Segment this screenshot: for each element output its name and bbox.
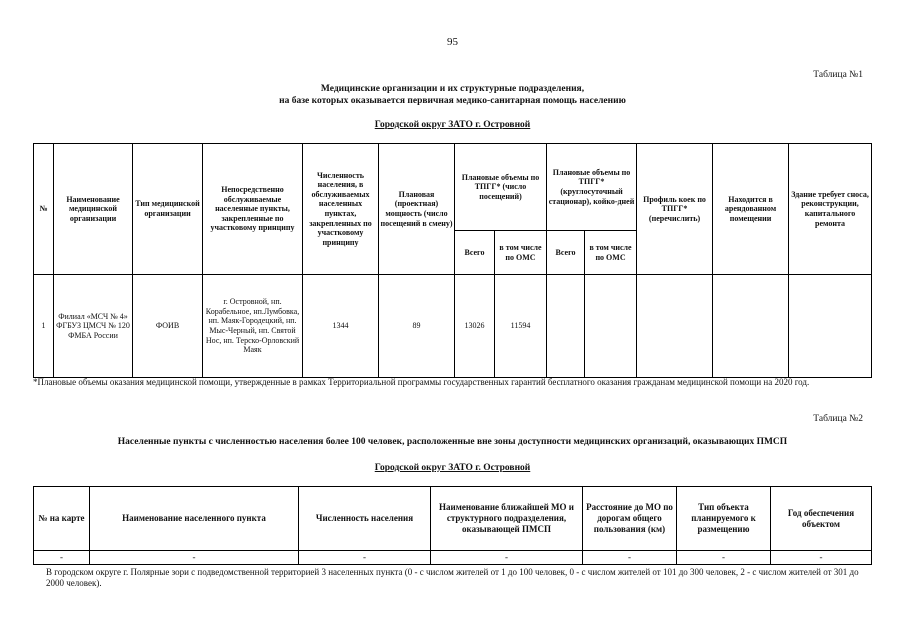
settlements-table [33, 486, 872, 565]
header-distance: Расстояние до МО по дорогам общего пользования (км) [583, 487, 677, 551]
cell-visits-total: 13026 [455, 275, 495, 378]
header-population: Численность населения, в обслуживаемых населенных пунктах, закрепленных по участковому принципу [303, 144, 379, 275]
cell-population: 1344 [303, 275, 379, 378]
header-settlement-name: Наименование населенного пункта [90, 487, 299, 551]
header-planned-visits: Плановые объемы по ТПГГ* (число посещений) [455, 144, 547, 231]
table2-subtitle: Городской округ ЗАТО г. Островной [374, 463, 531, 473]
header-hospital-total: Всего [547, 231, 585, 275]
header-rented: Находится в арендованном помещении [713, 144, 789, 275]
header-visits-oms: в том числе по ОМС [495, 231, 547, 275]
cell-object-type: - [677, 551, 771, 565]
cell-visits-oms: 11594 [495, 275, 547, 378]
header-capacity: Плановая (проектная) мощность (число посещений в смену) [379, 144, 455, 275]
cell-settlements: г. Островной, нп. Корабельное, нп.Лумбовка, нп. Маяк-Городецкий, нп. Мыс-Черный, нп. Святой Нос, нп. Терско-Орловский Маяк [203, 275, 303, 378]
header-settlements: Непосредственно обслуживаемые населенные пункты, закрепленные по участковому принципу [203, 144, 303, 275]
page-number: 95 [447, 36, 458, 48]
header-nearest-org: Наименование ближайшей МО и структурного подразделения, оказывающей ПМСП [431, 487, 583, 551]
cell-org-type: ФОИВ [133, 275, 203, 378]
header-year: Год обеспечения объектом [771, 487, 872, 551]
table-row [34, 275, 872, 378]
header-bed-profile: Профиль коек по ТПГГ* (перечислить) [637, 144, 713, 275]
table2-note: В городском округе г. Полярные зори с подведомственной территорией 3 населенных пункта (0 - с числом жителей от 1 до 100 человек, 0 - с числом жителей от 101 до 300 человек, 2 - с числом жителей от 301 до 2000 человек). [46, 567, 859, 588]
header-org-name: Наименование медицинской организации [54, 144, 133, 275]
cell-population: - [299, 551, 431, 565]
cell-year: - [771, 551, 872, 565]
table-row [34, 551, 872, 565]
table2-title: Населенные пункты с численностью населения более 100 человек, расположенные вне зоны доступности медицинских организаций, оказывающих ПМСП [117, 437, 788, 447]
header-population: Численность населения [299, 487, 431, 551]
cell-building-state [789, 275, 872, 378]
header-planned-hospital: Плановые объемы по ТПГГ* (круглосуточный стационар), койко-дней [547, 144, 637, 231]
cell-bed-profile [637, 275, 713, 378]
table1-label: Таблица №1 [813, 70, 863, 80]
table1-footnote: *Плановые объемы оказания медицинской помощи, утвержденные в рамках Территориальной программы государственных гарантий бесплатного оказания гражданам медицинской помощи на 2020 год. [33, 377, 810, 387]
cell-num: 1 [34, 275, 54, 378]
table2-label: Таблица №2 [813, 414, 863, 424]
header-building-state: Здание требует сноса, реконструкции, капитального ремонта [789, 144, 872, 275]
cell-capacity: 89 [379, 275, 455, 378]
cell-org-name: Филиал «МСЧ № 4» ФГБУЗ ЦМСЧ № 120 ФМБА России [54, 275, 133, 378]
cell-distance: - [583, 551, 677, 565]
cell-hospital-oms [585, 275, 637, 378]
header-org-type: Тип медицинской организации [133, 144, 203, 275]
table1-title-line2: на базе которых оказывается первичная медико-санитарная помощь населению [279, 96, 626, 106]
medical-organizations-table [33, 143, 872, 378]
cell-hospital-total [547, 275, 585, 378]
header-visits-total: Всего [455, 231, 495, 275]
cell-nearest-org: - [431, 551, 583, 565]
cell-rented [713, 275, 789, 378]
header-object-type: Тип объекта планируемого к размещению [677, 487, 771, 551]
cell-settlement-name: - [90, 551, 299, 565]
header-map-num: № на карте [34, 487, 90, 551]
cell-map-num: - [34, 551, 90, 565]
header-num: № [34, 144, 54, 275]
table1-subtitle: Городской округ ЗАТО г. Островной [374, 120, 531, 130]
header-hospital-oms: в том числе по ОМС [585, 231, 637, 275]
table1-title-line1: Медицинские организации и их структурные подразделения, [320, 84, 585, 94]
